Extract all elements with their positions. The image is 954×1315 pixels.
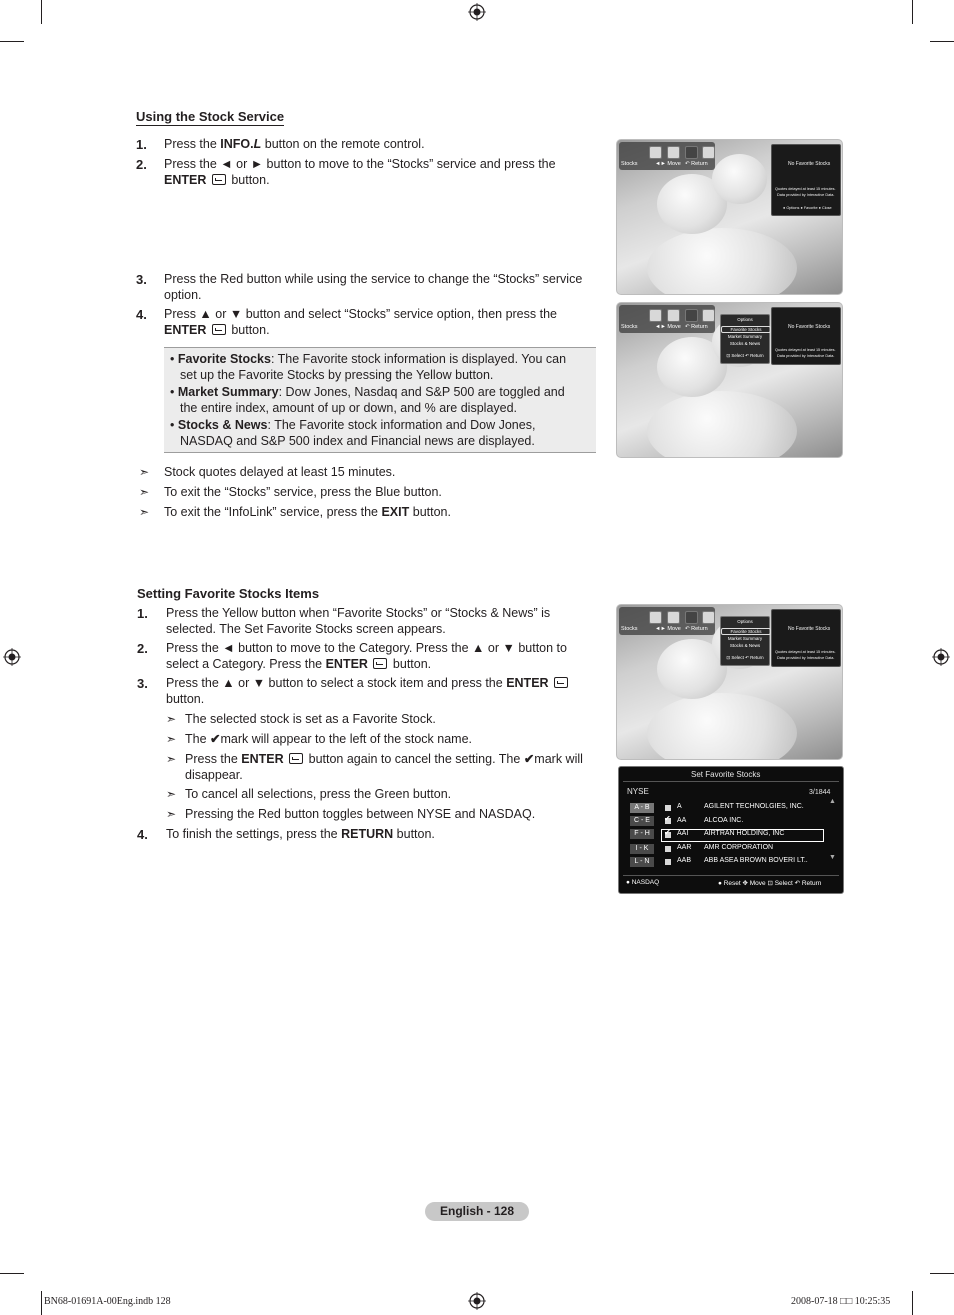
note-text: To exit the “Stocks” service, press the Blue button. bbox=[164, 485, 442, 499]
note-text: Press the bbox=[185, 752, 242, 766]
screen-title: Set Favorite Stocks bbox=[691, 770, 761, 779]
widget-bar bbox=[619, 142, 715, 170]
note-text: To exit the “InfoLink” service, press the bbox=[164, 505, 382, 519]
menu-item-favorite-stocks[interactable]: Favorite Stocks bbox=[721, 628, 771, 635]
enter-icon bbox=[212, 174, 226, 185]
step-text-pre: Press the ▲ or ▼ button to select a stock item and press the bbox=[166, 676, 507, 690]
step-number: 1. bbox=[137, 606, 148, 621]
widget-icon bbox=[702, 309, 715, 322]
note-text: To cancel all selections, press the Green button. bbox=[185, 787, 452, 801]
note-arrow-icon: ➣ bbox=[166, 807, 177, 821]
note-arrow-icon: ➣ bbox=[139, 505, 150, 519]
section-heading-text: Using the Stock Service bbox=[136, 109, 285, 124]
step-text-bold: INFO. bbox=[220, 137, 254, 151]
return-hint: ↶ Return bbox=[685, 626, 708, 632]
registration-mark-icon bbox=[468, 1292, 486, 1310]
menu-item-market-summary[interactable]: Market Summary bbox=[727, 636, 763, 641]
crop-mark bbox=[41, 0, 42, 24]
step-text-line: selected. The Set Favorite Stocks screen appears. bbox=[166, 621, 446, 636]
bullet-term: Market Summary bbox=[177, 385, 279, 399]
crop-mark bbox=[0, 41, 24, 42]
scroll-down-icon[interactable]: ▼ bbox=[829, 854, 836, 861]
step-number: 4. bbox=[136, 307, 147, 322]
checkbox[interactable] bbox=[665, 859, 671, 865]
widget-icon bbox=[667, 611, 680, 624]
crop-mark bbox=[0, 1273, 24, 1274]
checkmark-icon: ✔ bbox=[664, 828, 671, 837]
title-divider bbox=[623, 781, 839, 782]
section-heading bbox=[136, 109, 284, 124]
category-a-b[interactable]: A - B bbox=[630, 803, 654, 813]
bullet-text: set up the Favorite Stocks by pressing the Yellow button. bbox=[180, 367, 494, 382]
step-number: 4. bbox=[137, 827, 148, 842]
print-footer-right: 2008-07-18 □□ 10:25:35 bbox=[791, 1296, 891, 1307]
step-text-post: button on the remote control. bbox=[261, 137, 425, 151]
widget-label: Stocks bbox=[621, 161, 638, 167]
category-f-h[interactable]: F - H bbox=[630, 829, 654, 839]
note-text: mark will appear to the left of the stock name. bbox=[220, 732, 473, 746]
bear-image bbox=[647, 228, 797, 295]
crop-mark bbox=[930, 41, 954, 42]
footer-divider bbox=[623, 875, 839, 876]
step-text bbox=[166, 641, 596, 672]
stocks-icon bbox=[685, 309, 698, 322]
move-hint: ◄► Move bbox=[655, 626, 681, 632]
widget-icon bbox=[702, 611, 715, 624]
delay-text: Quotes delayed at least 15 minutes. bbox=[775, 348, 836, 352]
menu-item-market-summary[interactable]: Market Summary bbox=[727, 334, 763, 339]
step-text-line: Press the Red button while using the service to change the “Stocks” service bbox=[164, 272, 583, 286]
crop-mark bbox=[912, 0, 913, 24]
bullet-term: Stocks & News bbox=[177, 418, 268, 432]
bullet-item: • Market Summary: Dow Jones, Nasdaq and S&P 500 are toggled and the entire index, amount of up or down, and % are displayed. bbox=[170, 385, 588, 416]
sub-note-item bbox=[166, 807, 535, 823]
step-text bbox=[166, 676, 596, 707]
enter-icon bbox=[212, 324, 226, 335]
step-text-line: Press the Yellow button when “Favorite Stocks” or “Stocks & News” is bbox=[166, 606, 551, 620]
widget-icon bbox=[667, 309, 680, 322]
step-text bbox=[164, 272, 604, 303]
widget-label: Stocks bbox=[621, 324, 638, 330]
stock-symbol: AA bbox=[677, 817, 687, 824]
step-number: 3. bbox=[136, 272, 147, 287]
step-text-post: button. bbox=[393, 827, 435, 841]
note-text: button. bbox=[409, 505, 451, 519]
options-info-box bbox=[164, 347, 596, 453]
tv-screenshot bbox=[616, 139, 843, 295]
sub-note-item bbox=[166, 732, 472, 748]
note-text: Stock quotes delayed at least 15 minutes. bbox=[164, 465, 396, 479]
no-favorite-text: No Favorite Stocks bbox=[788, 626, 831, 632]
stock-name: AGILENT TECHNOLGIES, INC. bbox=[704, 803, 804, 810]
bear-image bbox=[647, 391, 797, 458]
step-text-line: Press the ◄ button to move to the Category. Press the ▲ or ▼ button to bbox=[166, 641, 567, 655]
options-menu bbox=[720, 616, 770, 666]
stock-name: ABB ASEA BROWN BOVERI LT.. bbox=[704, 857, 808, 864]
button-legend: ● Reset ✥ Move ⊡ Select ↶ Return bbox=[718, 880, 822, 887]
crop-mark bbox=[41, 1291, 42, 1315]
stock-symbol: AAR bbox=[677, 844, 692, 851]
checkmark-icon: ✔ bbox=[210, 732, 221, 746]
step-text-pre: select a Category. Press the bbox=[166, 656, 326, 671]
enter-icon bbox=[373, 658, 387, 669]
menu-footer: ⊡ Select ↶ Return bbox=[726, 353, 764, 358]
note-item bbox=[139, 485, 442, 501]
step-text bbox=[164, 307, 604, 338]
widget-icon bbox=[667, 146, 680, 159]
set-favorite-stocks-screen bbox=[618, 766, 844, 894]
bear-image bbox=[647, 693, 797, 760]
section-heading: Setting Favorite Stocks Items bbox=[137, 586, 320, 601]
note-item bbox=[139, 465, 395, 481]
step-text-post: button. bbox=[227, 172, 270, 187]
step-text-line: button. bbox=[166, 691, 205, 706]
step-text bbox=[164, 137, 425, 153]
return-hint: ↶ Return bbox=[685, 161, 708, 167]
tv-screenshot bbox=[616, 604, 843, 760]
registration-mark-icon bbox=[468, 3, 486, 21]
widget-bar bbox=[619, 607, 715, 635]
sub-note-item bbox=[166, 787, 451, 803]
move-hint: ◄► Move bbox=[655, 161, 681, 167]
stocks-icon bbox=[685, 611, 698, 624]
note-arrow-icon: ➣ bbox=[139, 485, 150, 499]
stock-panel bbox=[771, 144, 841, 216]
note-text: mark will bbox=[534, 752, 583, 766]
menu-item-stocks-news[interactable]: Stocks & News bbox=[729, 643, 761, 648]
widget-icon bbox=[702, 146, 715, 159]
crop-mark bbox=[930, 1273, 954, 1274]
step-text bbox=[164, 157, 594, 188]
step-number: 2. bbox=[137, 641, 148, 656]
bullet-term: Favorite Stocks bbox=[177, 352, 271, 366]
checkmark-icon: ✔ bbox=[523, 752, 535, 766]
print-footer-left: BN68-01691A-00Eng.indb 128 bbox=[44, 1296, 171, 1307]
registration-mark-icon bbox=[932, 648, 950, 666]
bullet-text: the entire index, amount of up or down, and % are displayed. bbox=[180, 400, 518, 415]
bear-image bbox=[712, 154, 767, 204]
stock-symbol: AAI bbox=[677, 830, 689, 837]
crop-mark bbox=[912, 1291, 913, 1315]
page-number-badge: English - 128 bbox=[425, 1202, 529, 1221]
registration-mark-icon bbox=[3, 648, 21, 666]
category-c-e[interactable]: C - E bbox=[630, 816, 654, 826]
note-text: The selected stock is set as a Favorite Stock. bbox=[185, 712, 436, 726]
step-text bbox=[166, 827, 435, 843]
step-text-line: Press ▲ or ▼ button and select “Stocks” service option, then press the bbox=[164, 307, 557, 321]
step-number: 2. bbox=[136, 157, 147, 172]
step-text-pre: To finish the settings, press the bbox=[166, 827, 342, 841]
widget-label: Stocks bbox=[621, 626, 638, 632]
checkmark-icon: ✔ bbox=[664, 814, 671, 823]
menu-item-favorite-stocks[interactable]: Favorite Stocks bbox=[721, 326, 771, 333]
move-hint: ◄► Move bbox=[655, 324, 681, 330]
step-text-bold: RETURN bbox=[341, 827, 394, 841]
step-number: 3. bbox=[137, 676, 148, 691]
sub-note-item bbox=[166, 752, 598, 783]
note-text: Pressing the Red button toggles between NYSE and NASDAQ. bbox=[185, 807, 536, 821]
data-source-text: Data provided by Interactive Data. bbox=[777, 656, 835, 660]
note-arrow-icon: ➣ bbox=[139, 465, 150, 479]
bullet-item: • Stocks & News: The Favorite stock information and Dow Jones, NASDAQ and S&P 500 index and Financial news are displayed. bbox=[170, 418, 588, 449]
bullet-text: : The Favorite stock information is displayed. You can bbox=[270, 352, 567, 366]
stock-name: AMR CORPORATION bbox=[704, 844, 774, 851]
enter-label: ENTER bbox=[164, 172, 207, 187]
step-text-italic: L bbox=[253, 137, 262, 151]
enter-icon bbox=[554, 677, 568, 688]
note-text: The bbox=[185, 732, 211, 746]
enter-label: ENTER bbox=[164, 322, 207, 337]
delay-text: Quotes delayed at least 15 minutes. bbox=[775, 650, 836, 654]
step-number: 1. bbox=[136, 137, 147, 152]
no-favorite-text: No Favorite Stocks bbox=[788, 324, 831, 330]
stock-symbol: AAB bbox=[677, 857, 692, 864]
step-text-line: option. bbox=[164, 287, 202, 302]
data-source-text: Data provided by Interactive Data. bbox=[777, 354, 835, 358]
menu-footer: ⊡ Select ↶ Return bbox=[726, 655, 764, 660]
stock-symbol: A bbox=[677, 803, 682, 810]
step-text-post: button. bbox=[227, 322, 270, 337]
stock-count: 3/1844 bbox=[809, 789, 831, 796]
button-legend: ● Options ● Favorite ● Close bbox=[783, 206, 832, 210]
scroll-up-icon[interactable]: ▲ bbox=[829, 798, 836, 805]
stock-panel bbox=[771, 609, 841, 667]
stock-name: AIRTRAN HOLDING, INC bbox=[704, 830, 785, 837]
enter-icon bbox=[289, 753, 303, 764]
step-text bbox=[166, 606, 596, 637]
bullet-text: NASDAQ and S&P 500 index and Financial news are displayed. bbox=[180, 433, 535, 448]
menu-title: Options bbox=[737, 619, 753, 624]
bullet-text: : Dow Jones, Nasdaq and S&P 500 are toggled and bbox=[278, 385, 565, 399]
note-arrow-icon: ➣ bbox=[166, 752, 177, 766]
widget-bar bbox=[619, 305, 715, 333]
note-text: disappear. bbox=[185, 767, 243, 782]
sub-note-item bbox=[166, 712, 436, 728]
options-menu bbox=[720, 314, 770, 364]
menu-title: Options bbox=[737, 317, 753, 322]
note-text-bold: EXIT bbox=[381, 505, 410, 519]
stock-name: ALCOA INC. bbox=[704, 817, 744, 824]
bullet-item: • Favorite Stocks: The Favorite stock information is displayed. You can set up the Favorite Stocks by pressing the Yellow button. bbox=[170, 352, 588, 383]
return-hint: ↶ Return bbox=[685, 324, 708, 330]
category-l-n[interactable]: L - N bbox=[630, 857, 654, 867]
step-text-line: Press the ◄ or ► button to move to the “Stocks” service and press the bbox=[164, 157, 556, 171]
tv-screenshot bbox=[616, 302, 843, 458]
widget-icon bbox=[649, 146, 662, 159]
checkbox[interactable] bbox=[665, 805, 671, 811]
step-text-pre: Press the bbox=[164, 137, 221, 151]
stock-panel bbox=[771, 307, 841, 365]
menu-item-stocks-news[interactable]: Stocks & News bbox=[729, 341, 761, 346]
exchange-label: NYSE bbox=[627, 787, 649, 796]
note-arrow-icon: ➣ bbox=[166, 732, 177, 746]
category-i-k[interactable]: I - K bbox=[630, 844, 654, 854]
nasdaq-toggle-hint: ● NASDAQ bbox=[626, 879, 660, 886]
note-arrow-icon: ➣ bbox=[166, 712, 177, 726]
note-text-bold: ENTER bbox=[241, 752, 284, 766]
note-item bbox=[139, 505, 451, 521]
data-source-text: Data provided by Interactive Data. bbox=[777, 193, 835, 197]
no-favorite-text: No Favorite Stocks bbox=[788, 161, 831, 167]
checkbox[interactable] bbox=[665, 846, 671, 852]
bullet-text: : The Favorite stock information and Dow Jones, bbox=[267, 418, 536, 432]
enter-label: ENTER bbox=[506, 676, 549, 690]
widget-icon bbox=[649, 309, 662, 322]
note-arrow-icon: ➣ bbox=[166, 787, 177, 801]
note-text: button again to cancel the setting. The bbox=[305, 752, 524, 766]
enter-label: ENTER bbox=[325, 656, 368, 671]
widget-icon bbox=[649, 611, 662, 624]
stocks-icon bbox=[685, 146, 698, 159]
delay-text: Quotes delayed at least 15 minutes. bbox=[775, 187, 836, 191]
step-text-post: button. bbox=[389, 656, 432, 671]
